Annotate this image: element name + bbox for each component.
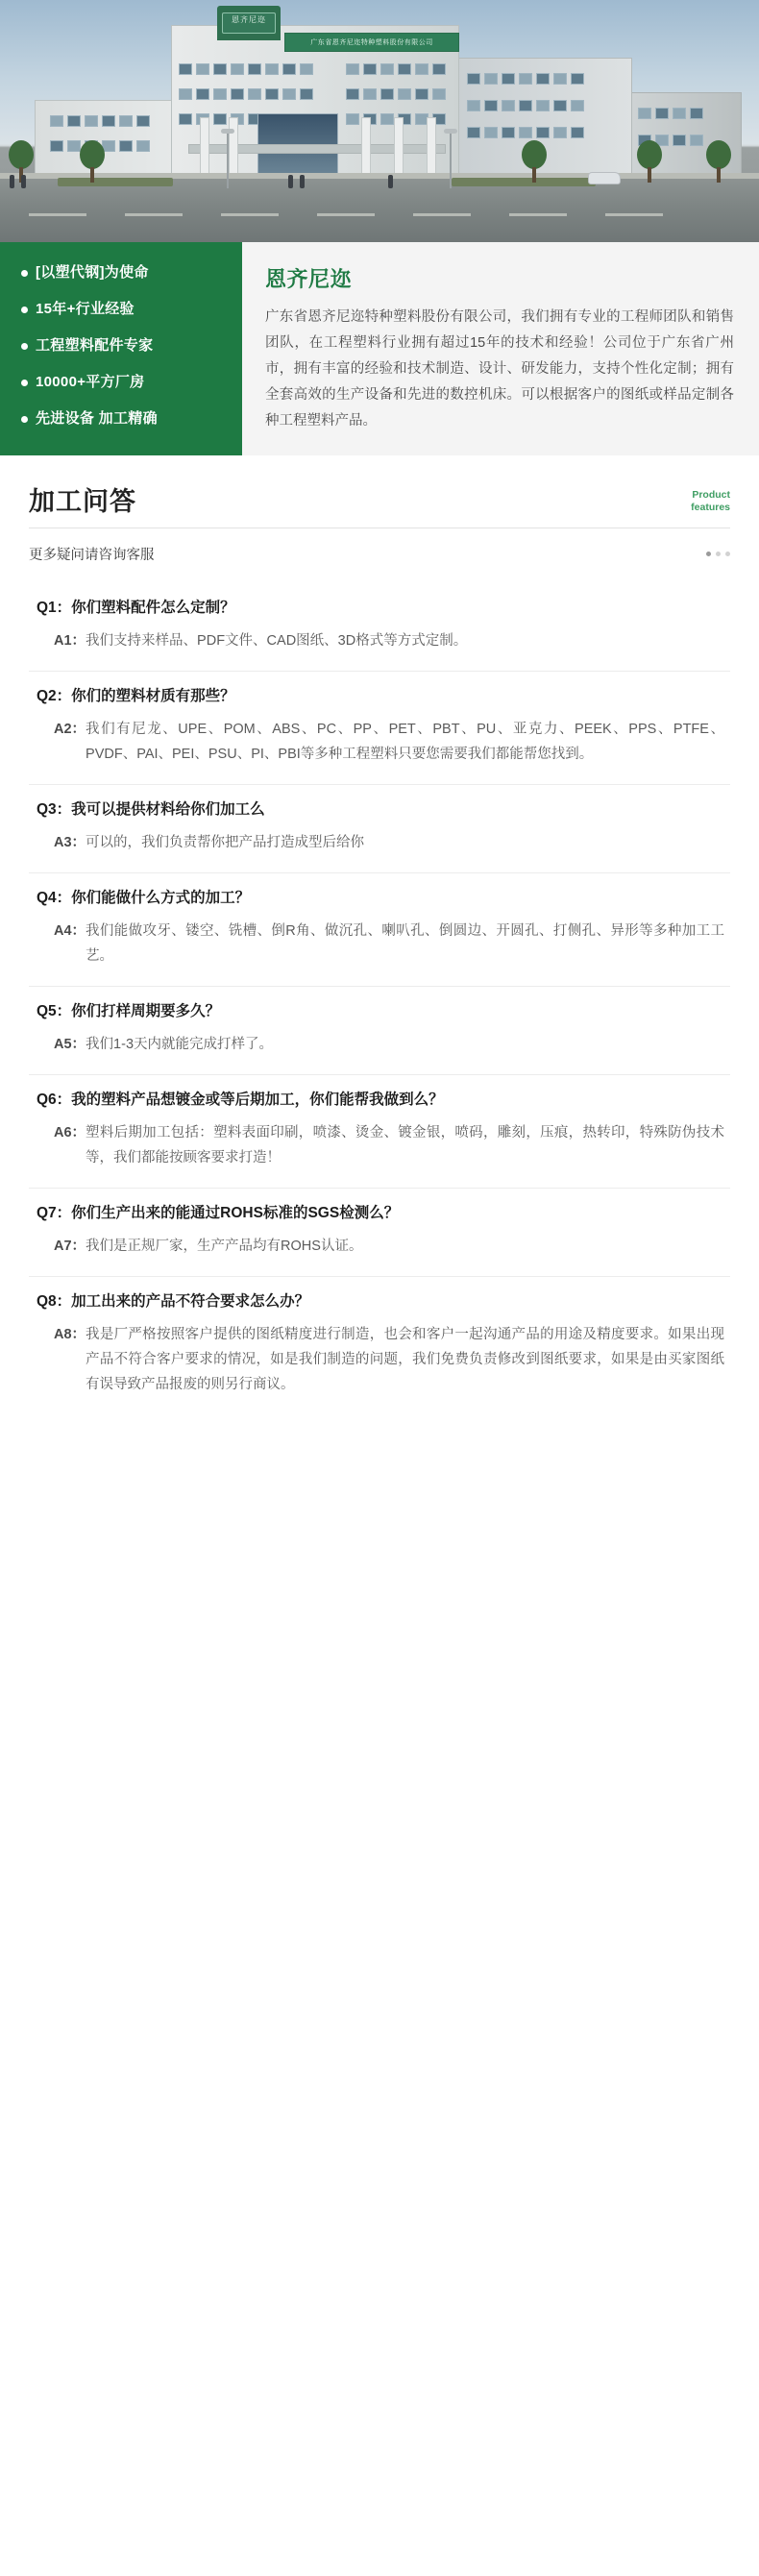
faq-section <box>0 455 759 1453</box>
faq-answer-label: A1： <box>54 633 86 649</box>
faq-item <box>29 1189 730 1277</box>
road <box>0 179 759 242</box>
faq-answer <box>29 830 730 855</box>
road-marking <box>413 213 471 216</box>
window-row <box>179 63 313 75</box>
faq-answer <box>29 1322 730 1397</box>
faq-question: Q8：加工出来的产品不符合要求怎么办？ <box>37 1293 310 1310</box>
carousel-dots[interactable] <box>706 552 730 556</box>
road-marking <box>509 213 567 216</box>
faq-answer-label: A2： <box>54 722 86 737</box>
section-subtitle-line2: features <box>691 502 730 513</box>
faq-question: Q2：你们的塑料材质有那些？ <box>37 688 235 704</box>
faq-item <box>29 785 730 873</box>
section-title: 加工问答 <box>29 487 136 516</box>
faq-question: Q7：你们生产出来的能通过ROHS标准的SGS检测么？ <box>37 1205 400 1221</box>
building-left <box>35 100 175 179</box>
faq-answer-label: A7： <box>54 1239 86 1254</box>
highlight-item <box>21 336 225 356</box>
person <box>388 175 393 188</box>
section-subtitle <box>691 489 730 518</box>
highlights-panel <box>0 242 242 455</box>
highlight-item <box>21 409 225 429</box>
faq-answer-label: A8： <box>54 1327 86 1342</box>
window-row <box>50 115 150 127</box>
road-marking <box>29 213 86 216</box>
highlight-label: 工程塑料配件专家 <box>36 337 154 354</box>
window-row <box>346 88 446 100</box>
company-name: 恩齐尼迩 <box>265 267 353 291</box>
window-row <box>638 108 703 119</box>
company-description: 广东省恩齐尼迩特种塑料股份有限公司，我们拥有专业的工程师团队和销售团队，在工程塑料行业拥有超过15年的技术和经验！公司位于广东省广州市，拥有丰富的经验和技术制造、设计、研发能力，支持个性化定制；拥有全套高效的生产设备和先进的数控机床。可以根据客户的图纸或样品定制各种工程塑料产品。 <box>265 309 734 429</box>
faq-question: Q1：你们塑料配件怎么定制？ <box>37 600 235 616</box>
faq-answer-text: 我是厂严格按照客户提供的图纸精度进行制造，也会和客户一起沟通产品的用途及精度要求。如果出现产品不符合客户要求的情况，如是我们制造的问题，我们免费负责修改到图纸要求，如果是由买家图纸有误导致产品报废的则另行商议。 <box>86 1327 724 1392</box>
pillar <box>361 117 371 177</box>
person <box>21 175 26 188</box>
pillar <box>394 117 404 177</box>
faq-answer <box>29 919 730 969</box>
faq-answer <box>29 717 730 767</box>
person <box>300 175 305 188</box>
contact-prompt: 更多疑问请咨询客服 <box>29 548 155 563</box>
road-marking <box>605 213 663 216</box>
window-row <box>179 88 313 100</box>
faq-item <box>29 873 730 987</box>
pillar <box>229 117 238 177</box>
faq-answer-text: 我们1-3天内就能完成打样了。 <box>86 1037 274 1052</box>
faq-question: Q5：你们打样周期要多久？ <box>37 1003 221 1019</box>
highlight-label: 先进设备 加工精确 <box>36 410 158 427</box>
person <box>288 175 293 188</box>
highlight-item <box>21 263 225 282</box>
pillar <box>427 117 436 177</box>
bullet-dot-icon <box>21 270 28 277</box>
company-intro-section <box>0 242 759 455</box>
section-subtitle-line1: Product <box>692 489 730 501</box>
bullet-dot-icon <box>21 343 28 350</box>
planter <box>58 178 173 186</box>
window-row <box>346 63 446 75</box>
planter <box>452 178 596 186</box>
faq-item <box>29 987 730 1075</box>
car <box>588 172 621 184</box>
carousel-dot-2[interactable] <box>716 552 721 556</box>
person <box>10 175 14 188</box>
road-marking <box>221 213 279 216</box>
faq-item <box>29 583 730 672</box>
faq-answer-text: 我们支持来样品、PDF文件、CAD图纸、3D格式等方式定制。 <box>86 633 468 649</box>
faq-answer-label: A3： <box>54 835 86 850</box>
bullet-dot-icon <box>21 380 28 386</box>
window-row <box>467 100 584 111</box>
faq-answer-label: A4： <box>54 923 86 939</box>
faq-list <box>29 577 730 1414</box>
carousel-dot-3[interactable] <box>725 552 730 556</box>
building-banner <box>284 33 459 52</box>
faq-answer-label: A5： <box>54 1037 86 1052</box>
bullet-dot-icon <box>21 307 28 313</box>
pillar <box>200 117 209 177</box>
faq-item <box>29 1277 730 1414</box>
building-banner-text: 广东省恩齐尼迩特种塑料股份有限公司 <box>310 39 433 46</box>
street-lamp <box>450 133 452 188</box>
faq-answer-label: A6： <box>54 1125 86 1141</box>
highlight-label: 15年+行业经验 <box>36 301 135 317</box>
faq-answer-text: 我们有尼龙、UPE、POM、ABS、PC、PP、PET、PBT、PU、亚克力、PEEK、PPS、PTFE、PVDF、PAI、PEI、PSU、PI、PBI等多种工程塑料只要您需要我们都能帮您找到。 <box>86 722 724 762</box>
faq-answer <box>29 1032 730 1057</box>
highlight-item <box>21 300 225 319</box>
road-marking <box>317 213 375 216</box>
highlight-item <box>21 373 225 392</box>
street-lamp <box>227 133 229 188</box>
faq-answer-text: 我们是正规厂家，生产产品均有ROHS认证。 <box>86 1239 363 1254</box>
hero-banner-image <box>0 0 759 242</box>
faq-item <box>29 1075 730 1189</box>
faq-question: Q3：我可以提供材料给你们加工么 <box>37 801 265 818</box>
faq-answer <box>29 1120 730 1170</box>
company-description-panel <box>242 242 759 455</box>
road-marking <box>125 213 183 216</box>
window-row <box>467 127 584 138</box>
highlight-label: 10000+平方厂房 <box>36 374 145 390</box>
window-row <box>467 73 584 85</box>
faq-answer-text: 可以的，我们负责帮你把产品打造成型后给你 <box>86 835 365 850</box>
faq-header <box>29 480 730 528</box>
faq-answer-text: 我们能做攻牙、镂空、铣槽、倒R角、做沉孔、喇叭孔、倒圆边、开圆孔、打侧孔、异形等多种加工工艺。 <box>86 923 724 964</box>
highlight-label: [以塑代钢]为使命 <box>36 264 149 281</box>
faq-item <box>29 672 730 785</box>
faq-answer <box>29 1234 730 1259</box>
faq-question: Q4：你们能做什么方式的加工？ <box>37 890 251 906</box>
faq-answer <box>29 628 730 653</box>
building-logo-text: 恩齐尼迩 <box>232 15 266 24</box>
bullet-dot-icon <box>21 416 28 423</box>
faq-subheader <box>29 528 730 577</box>
carousel-dot-1[interactable] <box>706 552 711 556</box>
faq-question: Q6：我的塑料产品想镀金或等后期加工，你们能帮我做到么？ <box>37 1092 444 1108</box>
faq-answer-text: 塑料后期加工包括：塑料表面印刷，喷漆、烫金、镀金银，喷码，雕刻，压痕，热转印，特殊防伪技术等，我们都能按顾客要求打造！ <box>86 1125 724 1165</box>
